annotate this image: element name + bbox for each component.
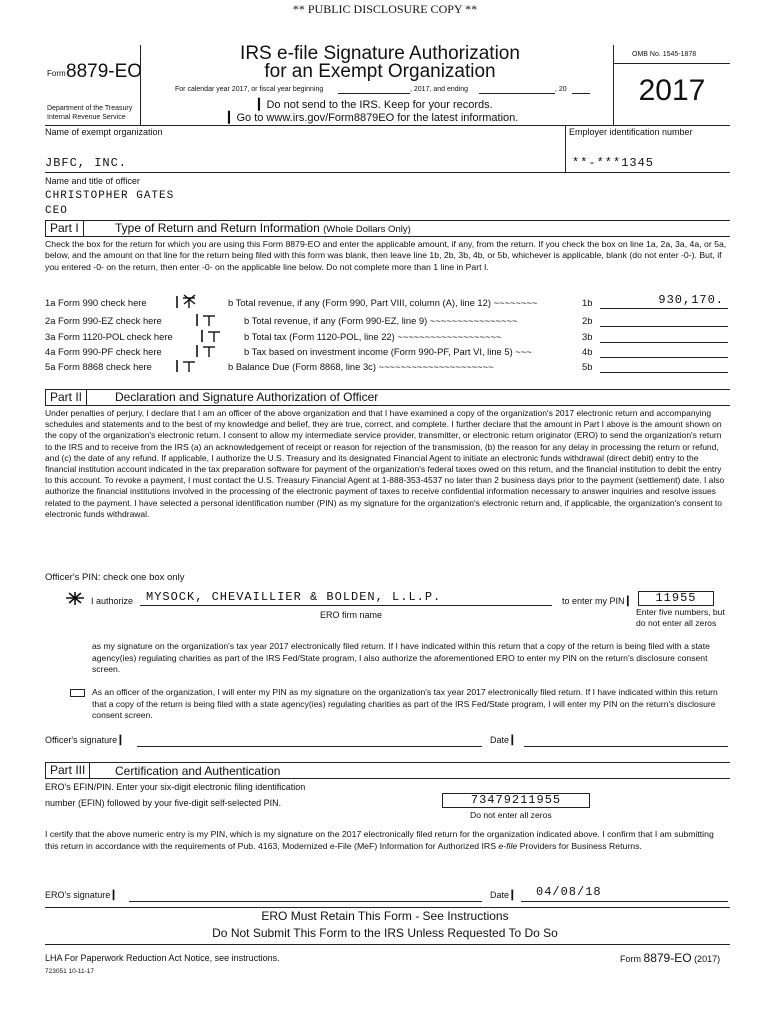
certify-end-text: Providers for Business Returns.	[519, 841, 642, 851]
part1-line-b-label: b Balance Due (Form 8868, line 3c) ~~~~~~~~~~~~~~~~~~~~~	[228, 361, 494, 372]
part1-amount-line	[600, 342, 728, 343]
public-disclosure-banner: ** PUBLIC DISCLOSURE COPY **	[292, 2, 478, 16]
certify-efile-text: e-file	[498, 841, 518, 851]
service-line: Internal Revenue Service	[47, 114, 126, 121]
part1-line-number: 5b	[582, 361, 593, 372]
officer-signature-text: Officer's signature	[45, 735, 118, 745]
fiscal-end-blank[interactable]	[479, 93, 555, 94]
part1-line-a-label: 5a Form 8868 check here	[45, 361, 152, 372]
footer-top-rule	[45, 907, 730, 908]
notice-irs-link: ▎Go to www.irs.gov/Form8879EO for the latest information.	[228, 112, 519, 124]
officer-signature-label: Officer's signature ▎	[45, 735, 127, 745]
ero-retain-notice: ERO Must Retain This Form - See Instructions	[261, 909, 509, 923]
efin-note: Do not enter all zeros	[470, 810, 552, 820]
part1-title-text: Type of Return and Return Information	[115, 221, 320, 235]
part3-tag: Part III	[45, 762, 90, 779]
part1-line-a-label: 4a Form 990-PF check here	[45, 346, 162, 357]
ero-efin-pin-field[interactable]: 73479211955	[442, 793, 590, 808]
to-enter-pin-text: to enter my PIN	[562, 596, 625, 606]
part1-line-a-label: 2a Form 990-EZ check here	[45, 315, 162, 326]
form-ref-year: (2017)	[694, 954, 721, 964]
officer-name[interactable]: CHRISTOPHER GATES	[45, 190, 175, 202]
part1-title-rule	[45, 236, 730, 237]
pin-heading: Officer's PIN: check one box only	[45, 572, 185, 583]
form-ref-prefix: Form	[620, 954, 641, 964]
officer-title[interactable]: CEO	[45, 205, 68, 217]
part1-line-b-label: b Total tax (Form 1120-POL, line 22) ~~~~~~~~~~~~~~~~~~~	[244, 331, 502, 342]
officer-date-line[interactable]	[524, 746, 728, 747]
tax-year: 2017	[638, 74, 706, 107]
form-checkbox[interactable]	[200, 328, 224, 344]
ein-divider	[565, 125, 566, 172]
part1-instructions: Check the box for the return for which you are using this Form 8879-EO and enter the applicable amount, if any, from the return. If you check the box on line 1a, 2a, 3a, 4a, or 5a, below, and the amount on that line for the return being filed with this form was blank, then leave line 1b, 2b, 3b, 4b, or 5b, whichever is applicable, blank (do not enter -0-). But, if you entered -0- on the return, then enter -0- on the applicable line below. Do not complete more than 1 line in Part I.	[45, 239, 727, 272]
part1-amount-value[interactable]: 930,170.	[658, 293, 724, 307]
i-authorize-label: I authorize	[91, 596, 134, 606]
form-reference	[620, 951, 720, 965]
certification-text	[45, 828, 715, 852]
to-enter-pin-label: to enter my PIN ▎	[562, 596, 634, 606]
option1-text: as my signature on the organization's tax year 2017 electronically filed return. If I have indicated within this return that a copy of the return is being filed with a state agency(ies) regulating charities as part of the IRS Fed/State program, I also authorize the aforementioned ERO to enter my PIN on the return's disclosure consent screen.	[92, 641, 710, 675]
org-bottom-rule	[45, 172, 730, 173]
form-checkbox[interactable]	[195, 343, 219, 359]
form-prefix: Form	[47, 69, 66, 78]
omb-rule	[613, 63, 730, 64]
part1-line-b-label: b Tax based on investment income (Form 990-PF, Part VI, line 5) ~~~	[244, 346, 532, 357]
ero-firm-label: ERO firm name	[320, 610, 383, 620]
form-990-checkbox-checked[interactable]	[175, 294, 199, 310]
header-divider-right	[613, 45, 614, 125]
part1-line-number: 1b	[582, 297, 593, 308]
form-checkbox[interactable]	[175, 358, 199, 374]
ero-date-line	[521, 901, 728, 902]
officer-label: Name and title of officer	[45, 176, 140, 186]
fiscal-begin-blank[interactable]	[338, 93, 410, 94]
ero-date-label: Date ▎	[490, 890, 519, 900]
efin-text-line2: number (EFIN) followed by your five-digit self-selected PIN.	[45, 798, 282, 808]
form-title-line2: for an Exempt Organization	[264, 61, 496, 82]
header-divider-left	[140, 45, 141, 125]
part3-title: Certification and Authentication	[115, 764, 281, 778]
footer-rule	[45, 944, 730, 945]
ero-signature-line[interactable]	[129, 901, 482, 902]
part3-title-rule	[45, 778, 730, 779]
org-name[interactable]: JBFC, INC.	[45, 156, 128, 170]
calendar-ending-label: , 2017, and ending	[410, 86, 468, 93]
officer-enter-pin-checkbox[interactable]	[70, 689, 85, 697]
part1-line-number: 3b	[582, 331, 593, 342]
org-name-label: Name of exempt organization	[45, 127, 163, 137]
part1-line-a-label: 1a Form 990 check here	[45, 297, 147, 308]
part1-amount-line	[600, 308, 728, 309]
part1-line-number: 2b	[582, 315, 593, 326]
notice-keep-records: ▎Do not send to the IRS. Keep for your records.	[258, 99, 493, 111]
part1-amount-line	[600, 372, 728, 373]
ero-date-text: Date	[490, 890, 510, 900]
efin-text-line1: ERO's EFIN/PIN. Enter your six-digit electronic filing identification	[45, 782, 306, 792]
form-code: 723051 10-11-17	[45, 968, 95, 975]
option2-text: As an officer of the organization, I will enter my PIN as my signature on the organization's tax year 2017 electronically filed return. If I have indicated within this return that a copy of the return is being filed with a state agency(ies) regulating charities as part of the IRS Fed/State program, I will enter my PIN on the return's disclosure consent screen.	[92, 687, 718, 721]
part2-title: Declaration and Signature Authorization of Officer	[115, 390, 379, 404]
part2-title-rule	[45, 405, 730, 406]
form-number: 8879-EO	[66, 61, 143, 82]
omb-number: OMB No. 1545-1878	[632, 51, 697, 58]
part1-title-note: (Whole Dollars Only)	[323, 224, 411, 235]
part1-amount-line	[600, 326, 728, 327]
part1-line-number: 4b	[582, 346, 593, 357]
notice-link-text: Go to www.irs.gov/Form8879EO for the latest information.	[236, 112, 519, 124]
ero-signature-label: ERO's signature ▎	[45, 890, 120, 900]
officer-date-label: Date ▎	[490, 735, 519, 745]
part2-tag: Part II	[45, 389, 87, 406]
part1-amount-line	[600, 357, 728, 358]
officer-pin-field[interactable]: 11955	[638, 591, 714, 606]
ero-signature-text: ERO's signature	[45, 890, 111, 900]
header-bottom-rule	[45, 125, 730, 126]
calendar-20-label: , 20	[555, 86, 567, 93]
do-not-submit-notice: Do Not Submit This Form to the IRS Unless Requested To Do So	[212, 926, 558, 940]
ero-firm-name[interactable]: MYSOCK, CHEVAILLIER & BOLDEN, L.L.P.	[146, 590, 442, 604]
part1-tag: Part I	[45, 220, 84, 237]
ein-value[interactable]: **-***1345	[572, 156, 655, 170]
part1-line-b-label: b Total revenue, if any (Form 990-EZ, line 9) ~~~~~~~~~~~~~~~~	[244, 315, 518, 326]
declaration-text: Under penalties of perjury, I declare that I am an officer of the above organization and that I have examined a copy of the organization's 2017 electronic return and accompanying schedules and statements and to the best of my knowledge and belief, they are true, correct, and complete. I further declare that the amount in Part I above is the amount shown on the copy of the organization's electronic return. I consent to allow my intermediate service provider, transmitter, or electronic return originator (ERO) to send the organization's return to the IRS and to receive from the IRS (a) an acknowledgement of receipt or reason for rejection of the transmission, (b) the reason for any delay in processing the return or refund, and (c) the date of any refund. If applicable, I authorize the U.S. Treasury and its designated Financial Agent to initiate an electronic funds withdrawal (direct debit) entry to the financial institution account indicated in the tax preparation software for payment of the organization's federal taxes owed on this return, and the financial institution to debit the entry to this account. To revoke a payment, I must contact the U.S. Treasury Financial Agent at 1-888-353-4537 no later than 2 business days prior to the payment (settlement) date. I also authorize the financial institutions involved in the processing of the electronic payment of taxes to receive confidential information necessary to answer inquiries and resolve issues related to the payment. I have selected a personal identification number (PIN) as my signature for the organization's electronic return and, if applicable, the organization's consent to electronic funds withdrawal.	[45, 408, 725, 519]
pin-note-line2: do not enter all zeros	[636, 618, 717, 628]
fiscal-year-blank[interactable]	[572, 93, 590, 94]
part1-title	[115, 221, 411, 235]
ero-firm-blank	[140, 605, 552, 606]
form-checkbox[interactable]	[195, 312, 219, 328]
authorize-ero-checkbox-checked[interactable]	[64, 590, 86, 606]
pin-note-line1: Enter five numbers, but	[636, 607, 725, 617]
form-ref-number: 8879-EO	[643, 951, 692, 965]
notice-keep-text: Do not send to the IRS. Keep for your records.	[266, 99, 493, 111]
part3-top-rule	[45, 762, 730, 763]
part1-line-b-label: b Total revenue, if any (Form 990, Part VIII, column (A), line 12) ~~~~~~~~	[228, 297, 538, 308]
certify-main-text: I certify that the above numeric entry is my PIN, which is my signature on the 2017 electronically filed return for the organization indicated above. I confirm that I am submitting this return in accordance with the requirements of Pub. 4163, Modernized e-File (MeF) Information for Authorized IRS	[45, 829, 714, 851]
calendar-year-label: For calendar year 2017, or fiscal year beginning	[175, 86, 324, 93]
officer-signature-line[interactable]	[137, 746, 482, 747]
form-title-line1: IRS e-file Signature Authorization	[240, 43, 520, 64]
officer-date-text: Date	[490, 735, 510, 745]
ero-date-value[interactable]: 04/08/18	[536, 885, 602, 899]
department-line: Department of the Treasury	[47, 105, 133, 112]
lha-notice: LHA For Paperwork Reduction Act Notice, see instructions.	[45, 953, 280, 963]
ein-label: Employer identification number	[569, 127, 693, 137]
part1-line-a-label: 3a Form 1120-POL check here	[45, 331, 173, 342]
